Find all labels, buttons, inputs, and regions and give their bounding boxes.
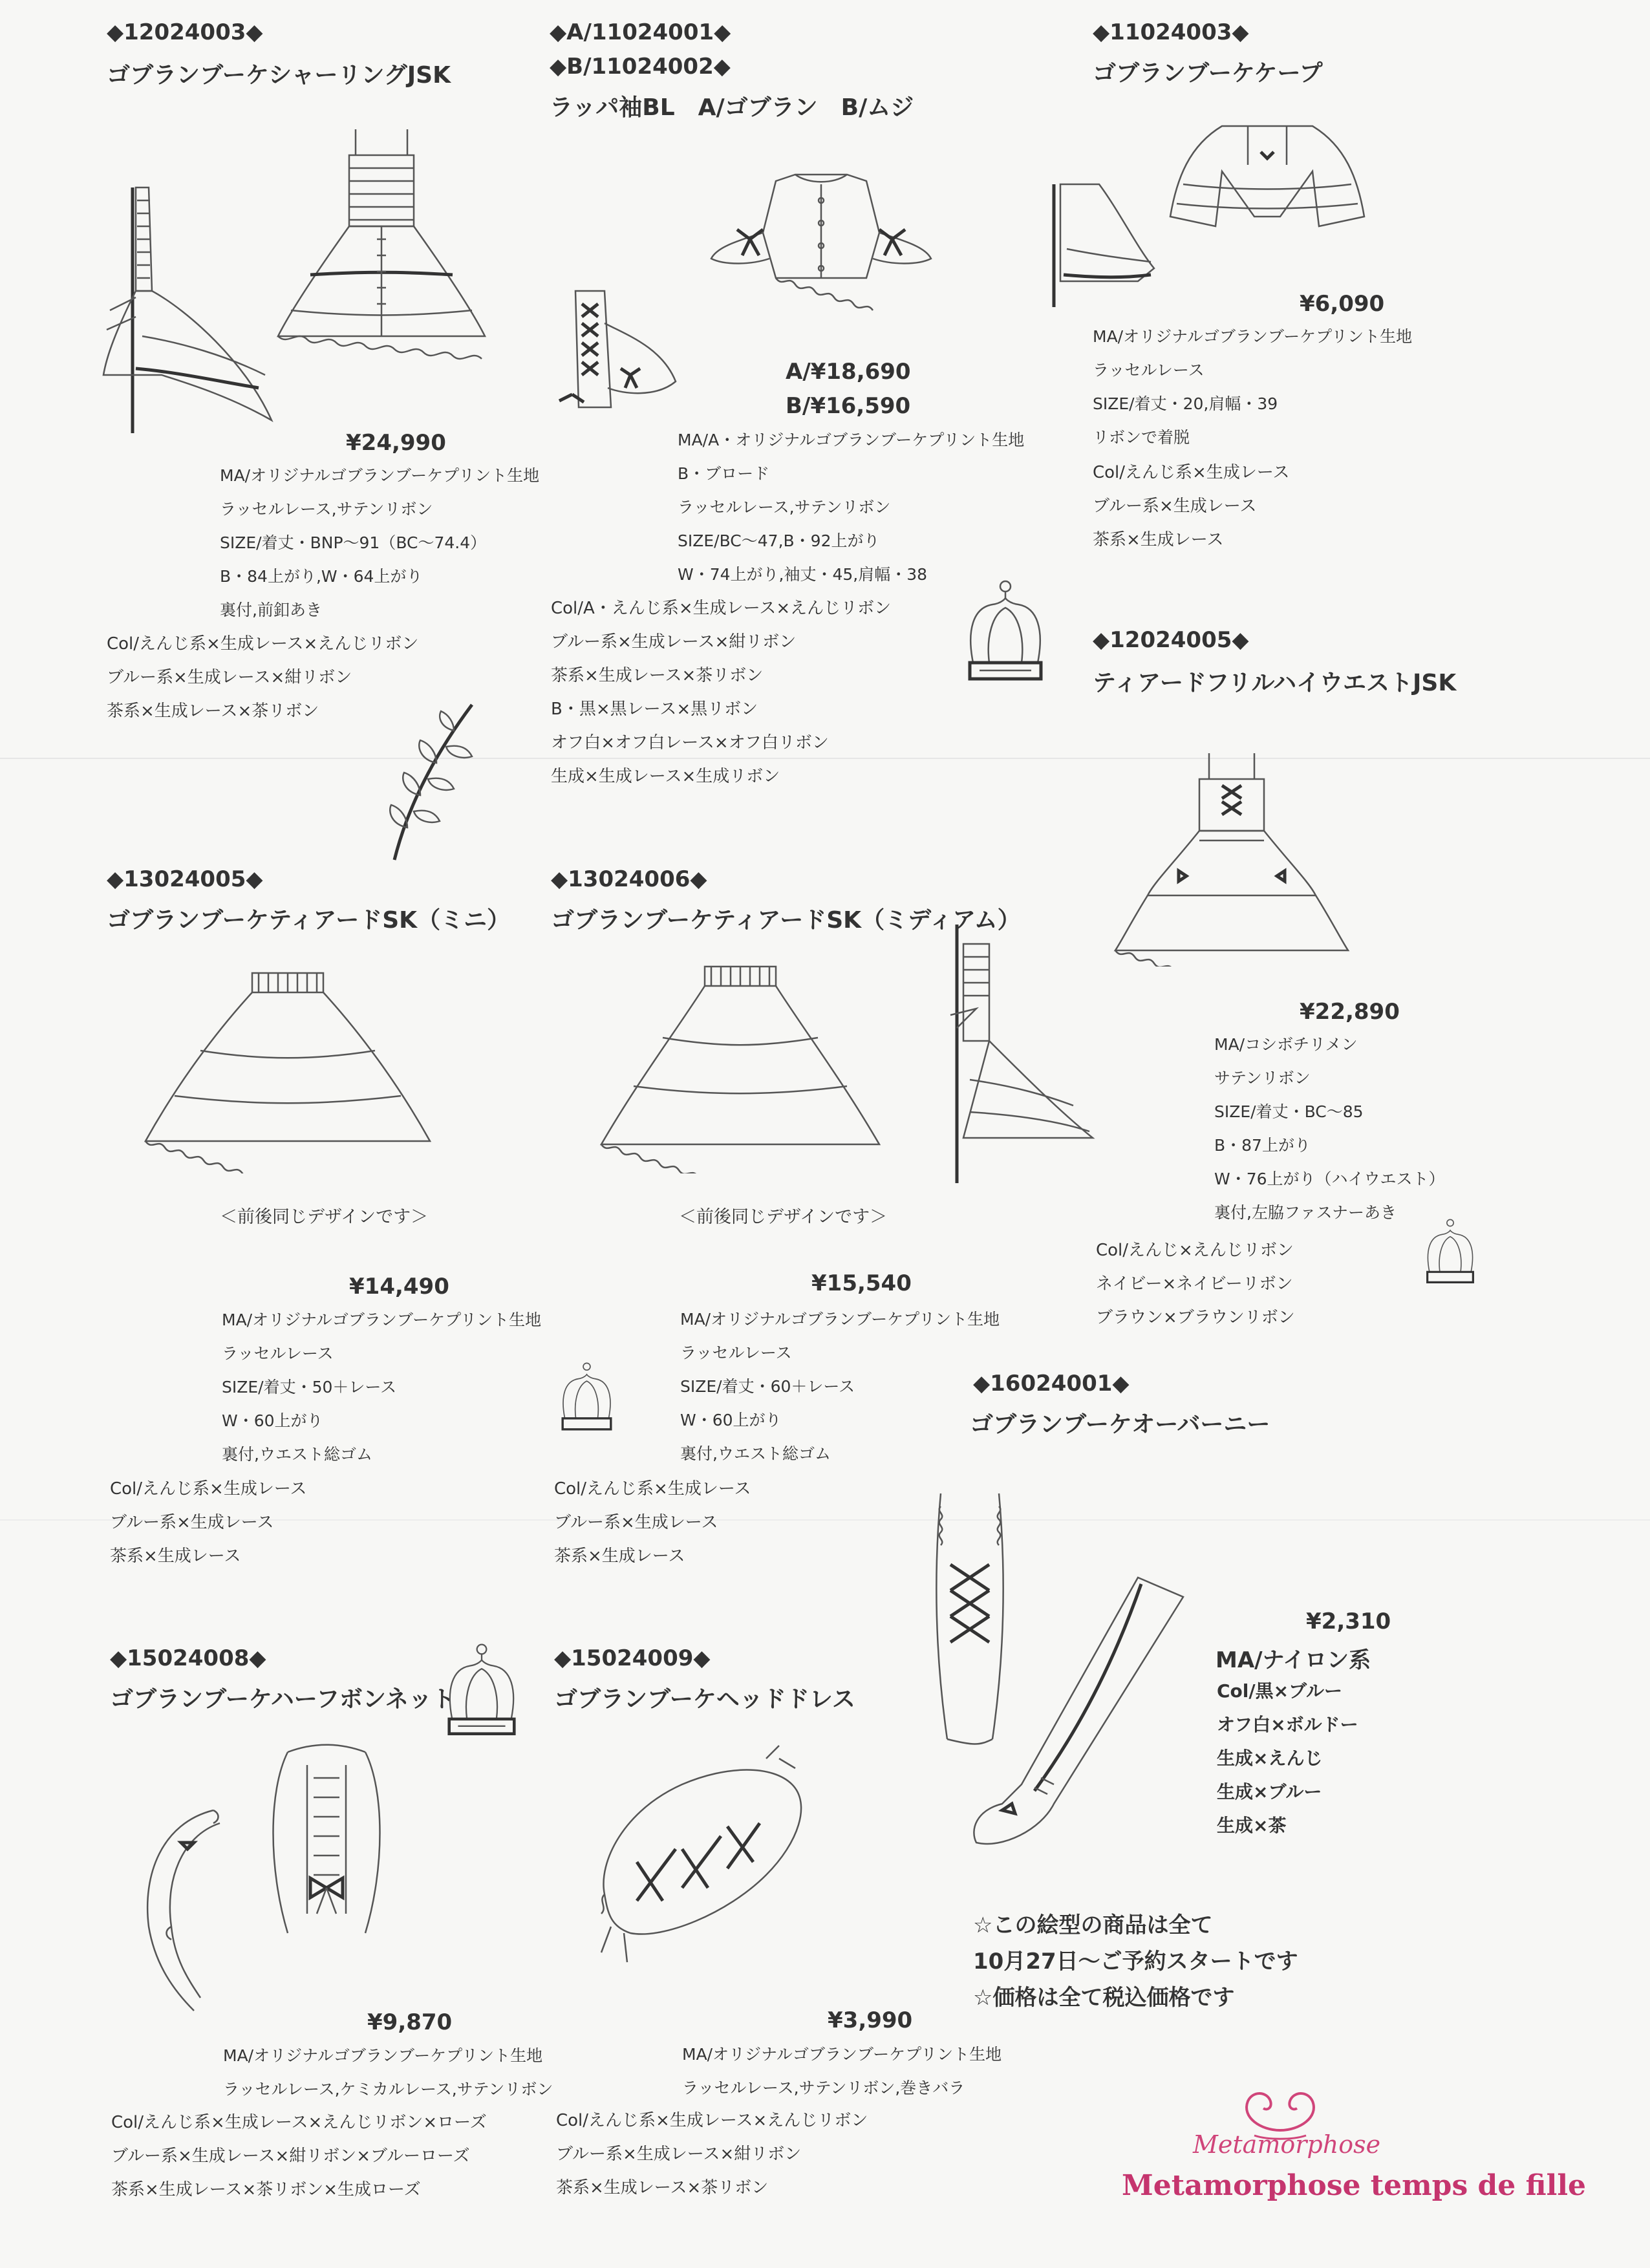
color-line: Col/えんじ系×生成レース×えんじリボン (107, 634, 419, 654)
item-name: ゴブランブーケケープ (1093, 60, 1323, 87)
spec-line: ラッセルレース (222, 1344, 334, 1363)
item-specs (222, 1303, 541, 1471)
cape-side-illustration (1047, 178, 1164, 307)
skirt-mini-illustration (139, 967, 436, 1173)
item-colors (111, 2106, 487, 2207)
crown-ornament-icon (960, 579, 1051, 692)
spec-line: SIZE/着丈・20,肩幅・39 (1093, 394, 1278, 413)
color-line: 茶系×生成レース×茶リボン (107, 701, 319, 721)
item-specs (680, 1303, 1000, 1471)
spec-line: B・84上がり,W・64上がり (220, 567, 423, 586)
socks-leg-illustration (963, 1571, 1196, 1868)
color-line: ブルー系×生成レース×紺リボン (107, 668, 352, 687)
item-code: ◆13024006◆ (551, 866, 707, 892)
item-price: A/¥18,690 (786, 359, 911, 385)
item-specs (1093, 320, 1412, 455)
spec-line: ラッセルレース (680, 1343, 792, 1362)
item-specs (1214, 1028, 1445, 1230)
item-code: ◆13024005◆ (107, 866, 263, 892)
spec-line: 裏付,左脇ファスナーあき (1214, 1203, 1397, 1222)
notice-line: ☆価格は全て税込価格です (973, 1985, 1235, 2011)
item-name: ゴブランブーケシャーリングJSK (107, 62, 451, 89)
spec-line: SIZE/BC〜47,B・92上がり (678, 531, 880, 550)
color-line: ブルー系×生成レース×紺リボン (551, 632, 797, 652)
item-caption: ＜前後同じデザインです＞ (679, 1207, 888, 1227)
item-code: ◆15024009◆ (554, 1645, 711, 1671)
headdress-illustration (585, 1733, 818, 1991)
item-price: ¥3,990 (828, 2007, 913, 2033)
color-line: ネイビー×ネイビーリボン (1096, 1274, 1293, 1294)
color-line: 生成×茶 (1217, 1815, 1287, 1836)
item-name: ゴブランブーケヘッドドレス (554, 1686, 855, 1713)
item-colors (1217, 1674, 1358, 1843)
skirt-medium-side-illustration (944, 918, 1099, 1183)
color-line: ブルー系×生成レース×紺リボン×ブルーローズ (111, 2146, 470, 2166)
spec-line: B・87上がり (1214, 1136, 1311, 1155)
spec-line: W・60上がり (680, 1411, 782, 1429)
item-code: ◆11024003◆ (1093, 19, 1249, 45)
color-line: 茶系×生成レース×茶リボン (551, 666, 764, 685)
spec-line: MA/オリジナルゴブランブーケプリント生地 (682, 2045, 1002, 2064)
item-price: B/¥16,590 (786, 393, 911, 419)
bonnet-side-illustration (136, 1797, 233, 2017)
item-colors (107, 627, 418, 728)
item-price: ¥24,990 (346, 430, 446, 456)
jsk-side-illustration (97, 116, 291, 433)
item-name: ティアードフリルハイウエストJSK (1093, 670, 1457, 696)
logo-script: Metamorphose (1193, 2130, 1381, 2159)
item-price: ¥2,310 (1306, 1609, 1391, 1634)
item-price: ¥15,540 (811, 1270, 912, 1296)
spec-line: SIZE/着丈・BNP〜91（BC〜74.4） (220, 533, 487, 552)
color-line: Col/えんじ×えんじリボン (1096, 1241, 1294, 1260)
color-line: ブルー系×生成レース (110, 1513, 274, 1532)
color-line: Col/黒×ブルー (1217, 1680, 1342, 1702)
blouse-front-illustration (705, 162, 938, 317)
crown-ornament-icon (556, 1361, 617, 1439)
item-specs (220, 459, 539, 627)
color-line: Col/えんじ系×生成レース (110, 1479, 307, 1499)
logo-brand: Metamorphose temps de fille (1122, 2169, 1587, 2202)
color-line: Col/えんじ系×生成レース×えんじリボン×ローズ (111, 2113, 487, 2132)
crown-ornament-icon (1421, 1215, 1479, 1293)
color-line: Col/A・えんじ系×生成レース×えんじリボン (551, 599, 892, 618)
color-line: 生成×えんじ (1217, 1748, 1323, 1769)
color-line: 茶系×生成レース×茶リボン (556, 2178, 769, 2198)
spec-line: MA/コシボチリメン (1214, 1035, 1358, 1054)
item-price: ¥22,890 (1300, 999, 1400, 1025)
blouse-side-illustration (553, 284, 682, 420)
spec-line: ラッセルレース,ケミカルレース,サテンリボン (223, 2080, 553, 2099)
spec-line: MA/オリジナルゴブランブーケプリント生地 (223, 2046, 543, 2065)
item-price: ¥6,090 (1300, 291, 1385, 317)
item-code: ◆15024008◆ (110, 1645, 266, 1671)
item-specs (678, 423, 1024, 592)
item-colors (1093, 456, 1290, 557)
spec-line: サテンリボン (1214, 1069, 1311, 1087)
item-specs (682, 2038, 1002, 2105)
item-material: MA/ナイロン系 (1216, 1647, 1371, 1673)
color-line: オフ白×ボルドー (1217, 1714, 1358, 1735)
spec-line: MA/オリジナルゴブランブーケプリント生地 (680, 1310, 1000, 1329)
spec-line: SIZE/着丈・50＋レース (222, 1378, 397, 1396)
spec-line: W・76上がり（ハイウエスト） (1214, 1170, 1445, 1188)
spec-line: MA/オリジナルゴブランブーケプリント生地 (1093, 327, 1413, 346)
color-line: ブルー系×生成レース×紺リボン (556, 2145, 802, 2164)
item-code: ◆12024005◆ (1093, 627, 1249, 653)
color-line: Col/えんじ系×生成レース (554, 1479, 751, 1499)
color-line: 生成×生成レース×生成リボン (551, 767, 780, 786)
spec-line: MA/A・オリジナルゴブランブーケプリント生地 (678, 431, 1025, 449)
spec-line: ラッセルレース,サテンリボン,巻きバラ (682, 2079, 965, 2097)
notice-block (973, 1907, 1298, 2016)
spec-line: SIZE/着丈・BC〜85 (1214, 1102, 1364, 1121)
spec-line: 裏付,ウエスト総ゴム (222, 1445, 372, 1464)
spec-line: リボンで着脱 (1093, 428, 1190, 447)
color-line: B・黒×黒レース×黒リボン (551, 700, 758, 719)
color-line: ブラウン×ブラウンリボン (1096, 1308, 1295, 1327)
item-colors (110, 1472, 307, 1573)
spec-line: MA/オリジナルゴブランブーケプリント生地 (220, 466, 540, 485)
skirt-medium-illustration (592, 960, 889, 1173)
cape-front-illustration (1164, 120, 1371, 236)
item-price: ¥9,870 (367, 2009, 453, 2035)
jsk-tiered-illustration (1109, 747, 1355, 967)
item-caption: ＜前後同じデザインです＞ (220, 1207, 429, 1227)
color-line: 茶系×生成レース×茶リボン×生成ローズ (111, 2180, 421, 2199)
spec-line: SIZE/着丈・60＋レース (680, 1377, 855, 1396)
spec-line: B・ブロード (678, 464, 770, 483)
color-line: 茶系×生成レース (1093, 530, 1224, 550)
color-line: 茶系×生成レース (110, 1546, 241, 1566)
laurel-ornament-icon (381, 698, 478, 866)
jsk-front-illustration (272, 123, 491, 369)
item-name: ゴブランブーケティアードSK（ミディアム） (551, 907, 1021, 934)
color-line: ブルー系×生成レース (554, 1513, 718, 1532)
item-colors (1096, 1234, 1295, 1334)
item-price: ¥14,490 (349, 1274, 449, 1300)
color-line: 生成×ブルー (1217, 1781, 1322, 1803)
spec-line: ラッセルレース,サテンリボン (220, 500, 433, 519)
item-code: ◆B/11024002◆ (550, 54, 731, 80)
item-colors (554, 1472, 751, 1573)
item-code: ◆16024001◆ (973, 1371, 1130, 1396)
spec-line: ラッセルレース (1093, 361, 1205, 380)
item-name: ゴブランブーケティアードSK（ミニ） (107, 907, 511, 934)
color-line: Col/えんじ系×生成レース×えんじリボン (556, 2111, 868, 2130)
color-line: Col/えんじ系×生成レース (1093, 463, 1290, 482)
item-name: ゴブランブーケオーバーニー (970, 1411, 1270, 1438)
spec-line: MA/オリジナルゴブランブーケプリント生地 (222, 1311, 542, 1329)
item-code: ◆12024003◆ (107, 19, 263, 45)
item-name: ゴブランブーケハーフボンネット (110, 1686, 455, 1713)
notice-line: 10月27日〜ご予約スタートです (973, 1949, 1298, 1974)
item-code: ◆A/11024001◆ (550, 19, 731, 45)
color-line: ブルー系×生成レース (1093, 497, 1257, 516)
spec-line: W・74上がり,袖丈・45,肩幅・38 (678, 565, 928, 584)
spec-line: ラッセルレース,サテンリボン (678, 498, 891, 517)
spec-line: 裏付,ウエスト総ゴム (680, 1444, 831, 1463)
color-line: 茶系×生成レース (554, 1546, 685, 1566)
bonnet-front-illustration (262, 1739, 391, 1946)
item-name: ラッパ袖BL A/ゴブラン B/ムジ (550, 94, 914, 121)
spec-line: W・60上がり (222, 1411, 323, 1430)
item-specs (223, 2039, 553, 2106)
spec-line: 裏付,前釦あき (220, 601, 322, 619)
item-colors (556, 2104, 868, 2205)
notice-line: ☆この絵型の商品は全て (973, 1912, 1213, 1938)
item-colors (551, 592, 891, 793)
crown-ornament-icon (440, 1642, 524, 1746)
color-line: オフ白×オフ白レース×オフ白リボン (551, 733, 829, 753)
